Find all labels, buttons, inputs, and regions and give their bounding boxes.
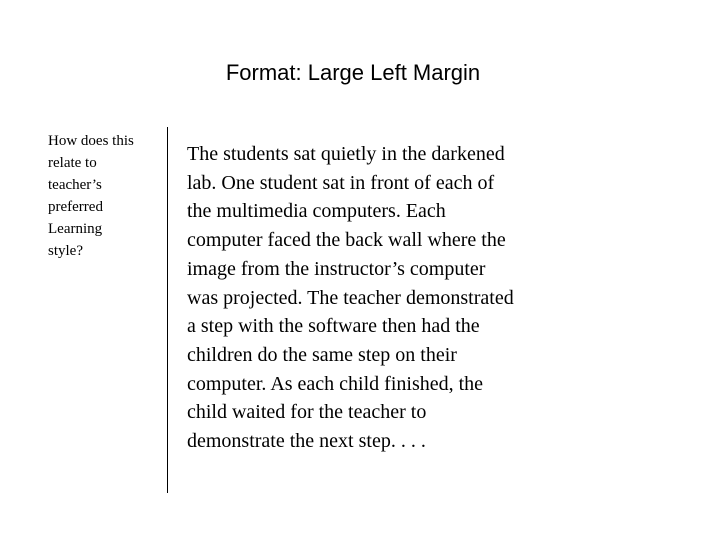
margin-note-line: How does this bbox=[48, 133, 134, 149]
body-line: lab. One student sat in front of each of bbox=[187, 171, 495, 194]
margin-note-line: Learning bbox=[48, 221, 103, 237]
body-line: a step with the software then had the bbox=[187, 315, 480, 338]
body-line: was projected. The teacher demonstrated bbox=[187, 286, 514, 309]
margin-divider bbox=[167, 127, 168, 493]
margin-note-line: relate to bbox=[48, 155, 97, 171]
slide-title: Format: Large Left Margin bbox=[225, 60, 481, 85]
body-paragraph bbox=[187, 140, 607, 456]
body-line: demonstrate the next step. . . . bbox=[187, 430, 426, 453]
margin-note-line: preferred bbox=[48, 199, 103, 215]
body-line: child waited for the teacher to bbox=[187, 401, 427, 424]
margin-note-line: style? bbox=[48, 243, 83, 259]
body-line: image from the instructor’s computer bbox=[187, 257, 486, 280]
margin-note bbox=[48, 130, 160, 262]
margin-note-line: teacher’s bbox=[48, 177, 102, 193]
body-line: The students sat quietly in the darkened bbox=[187, 143, 505, 165]
body-line: computer. As each child finished, the bbox=[187, 372, 484, 395]
body-line: children do the same step on their bbox=[187, 343, 457, 366]
body-line: computer faced the back wall where the bbox=[187, 229, 506, 252]
body-line: the multimedia computers. Each bbox=[187, 200, 446, 223]
